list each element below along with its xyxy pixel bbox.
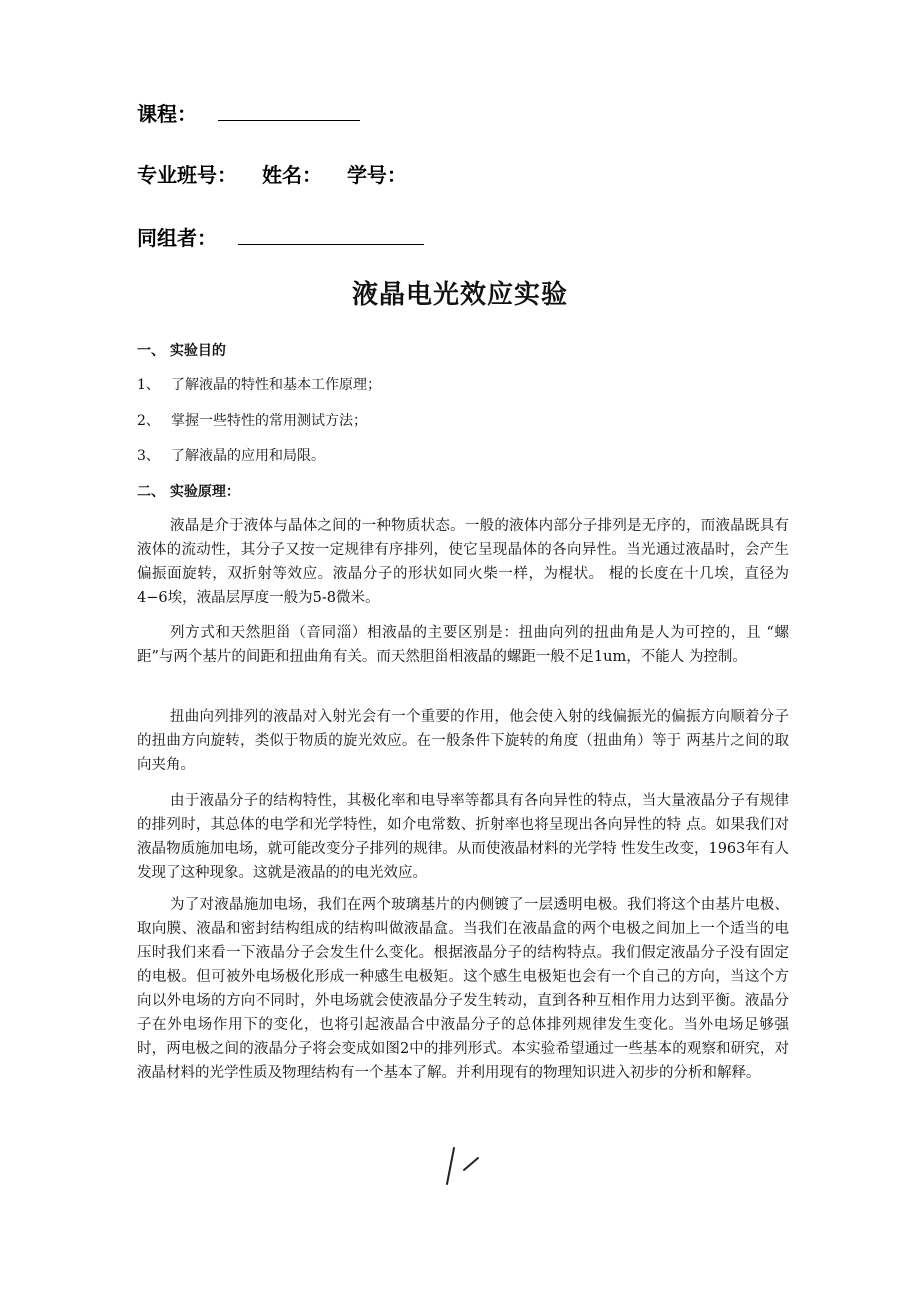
item-text: 掌握一些特性的常用测试方法； bbox=[171, 413, 367, 429]
group-line bbox=[137, 222, 424, 251]
item-text: 了解液晶的应用和局限。 bbox=[171, 448, 325, 464]
objective-item bbox=[137, 374, 381, 394]
item-number: 3、 bbox=[137, 448, 160, 464]
principle-paragraph: 液晶是介于液体与晶体之间的一种物质状态。一般的液体内部分子排列是无序的，而液晶既具有液体的流动性，其分子又按一定规律有序排列，使它呈现晶体的各向异性。当光通过液晶时，会产生偏振面旋转，双折射等效应。液晶分子的形状如同火柴一样，为棍状。 棍的长度在十几埃，直径为4−6埃，液晶层厚度一般为5-8微米。 bbox=[137, 518, 789, 606]
section-heading-objectives: 一、 实验目的 bbox=[137, 343, 226, 359]
principle-paragraph: 由于液晶分子的结构特性，其极化率和电导率等都具有各向异性的特点，当大量液晶分子有规律的排列时，其总体的电学和光学特性，如介电常数、折射率也将呈现出各向异性的特 点。如果我们对液晶物质施加电场，就可能改变分子排列的规律。从而使液晶材料的光学特 性发生改变，1963年有人发现了这种现象。这就是液晶的的电光效应。 bbox=[137, 793, 789, 881]
student-info-line bbox=[137, 159, 407, 188]
course-blank bbox=[218, 102, 360, 121]
group-label: 同组者： bbox=[137, 226, 217, 250]
objective-item bbox=[137, 410, 367, 430]
course-label: 课程： bbox=[137, 102, 197, 126]
course-line bbox=[137, 98, 360, 127]
name-label: 姓名： bbox=[261, 163, 322, 187]
objective-item bbox=[137, 445, 325, 465]
major-label: 专业班号： bbox=[137, 163, 237, 187]
principle-paragraph: 扭曲向列排列的液晶对入射光会有一个重要的作用，他会使入射的线偏振光的偏振方向顺着分子的扭曲方向旋转，类似于物质的旋光效应。在一般条件下旋转的角度（扭曲角）等于 两基片之间的取向夹角。 bbox=[137, 709, 789, 773]
handwritten-page-number-mark bbox=[440, 1140, 490, 1190]
section-heading-principle: 二、 实验原理： bbox=[137, 484, 240, 500]
item-text: 了解液晶的特性和基本工作原理； bbox=[171, 377, 381, 393]
group-blank bbox=[238, 226, 424, 245]
item-number: 1、 bbox=[137, 377, 160, 393]
principle-paragraph: 为了对液晶施加电场，我们在两个玻璃基片的内侧镀了一层透明电极。我们将这个由基片电极、取向膜、液晶和密封结构组成的结构叫做液晶盒。当我们在液晶盒的两个电极之间加上一个适当的电压时我们来看一下液晶分子会发生什么变化。根据液晶分子的结构特点。我们假定液晶分子没有固定的电极。但可被外电场极化形成一种感生电极矩。这个感生电极矩也会有一个自己的方向，当这个方向以外电场的方向不同时，外电场就会使液晶分子发生转动，直到各种互相作用力达到平衡。液晶分子在外电场作用下的变化，也将引起液晶合中液晶分子的总体排列规律发生变化。当外电场足够强时，两电极之间的液晶分子将会变成如图2中的排列形式。本实验希望通过一些基本的观察和研究，对液晶材料的光学性质及物理结构有一个基本了解。并利用现有的物理知识进入初步的分析和解释。 bbox=[137, 897, 789, 1081]
principle-paragraph: 列方式和天然胆甾（音同淄）相液晶的主要区别是：扭曲向列的扭曲角是人为可控的，且 “螺距”与两个基片的间距和扭曲角有关。而天然胆甾相液晶的螺距一般不足1um，不能人 为控制。 bbox=[137, 625, 789, 665]
document-title: 液晶电光效应实验 bbox=[351, 280, 568, 310]
item-number: 2、 bbox=[137, 413, 160, 429]
student-id-label: 学号： bbox=[346, 163, 407, 187]
